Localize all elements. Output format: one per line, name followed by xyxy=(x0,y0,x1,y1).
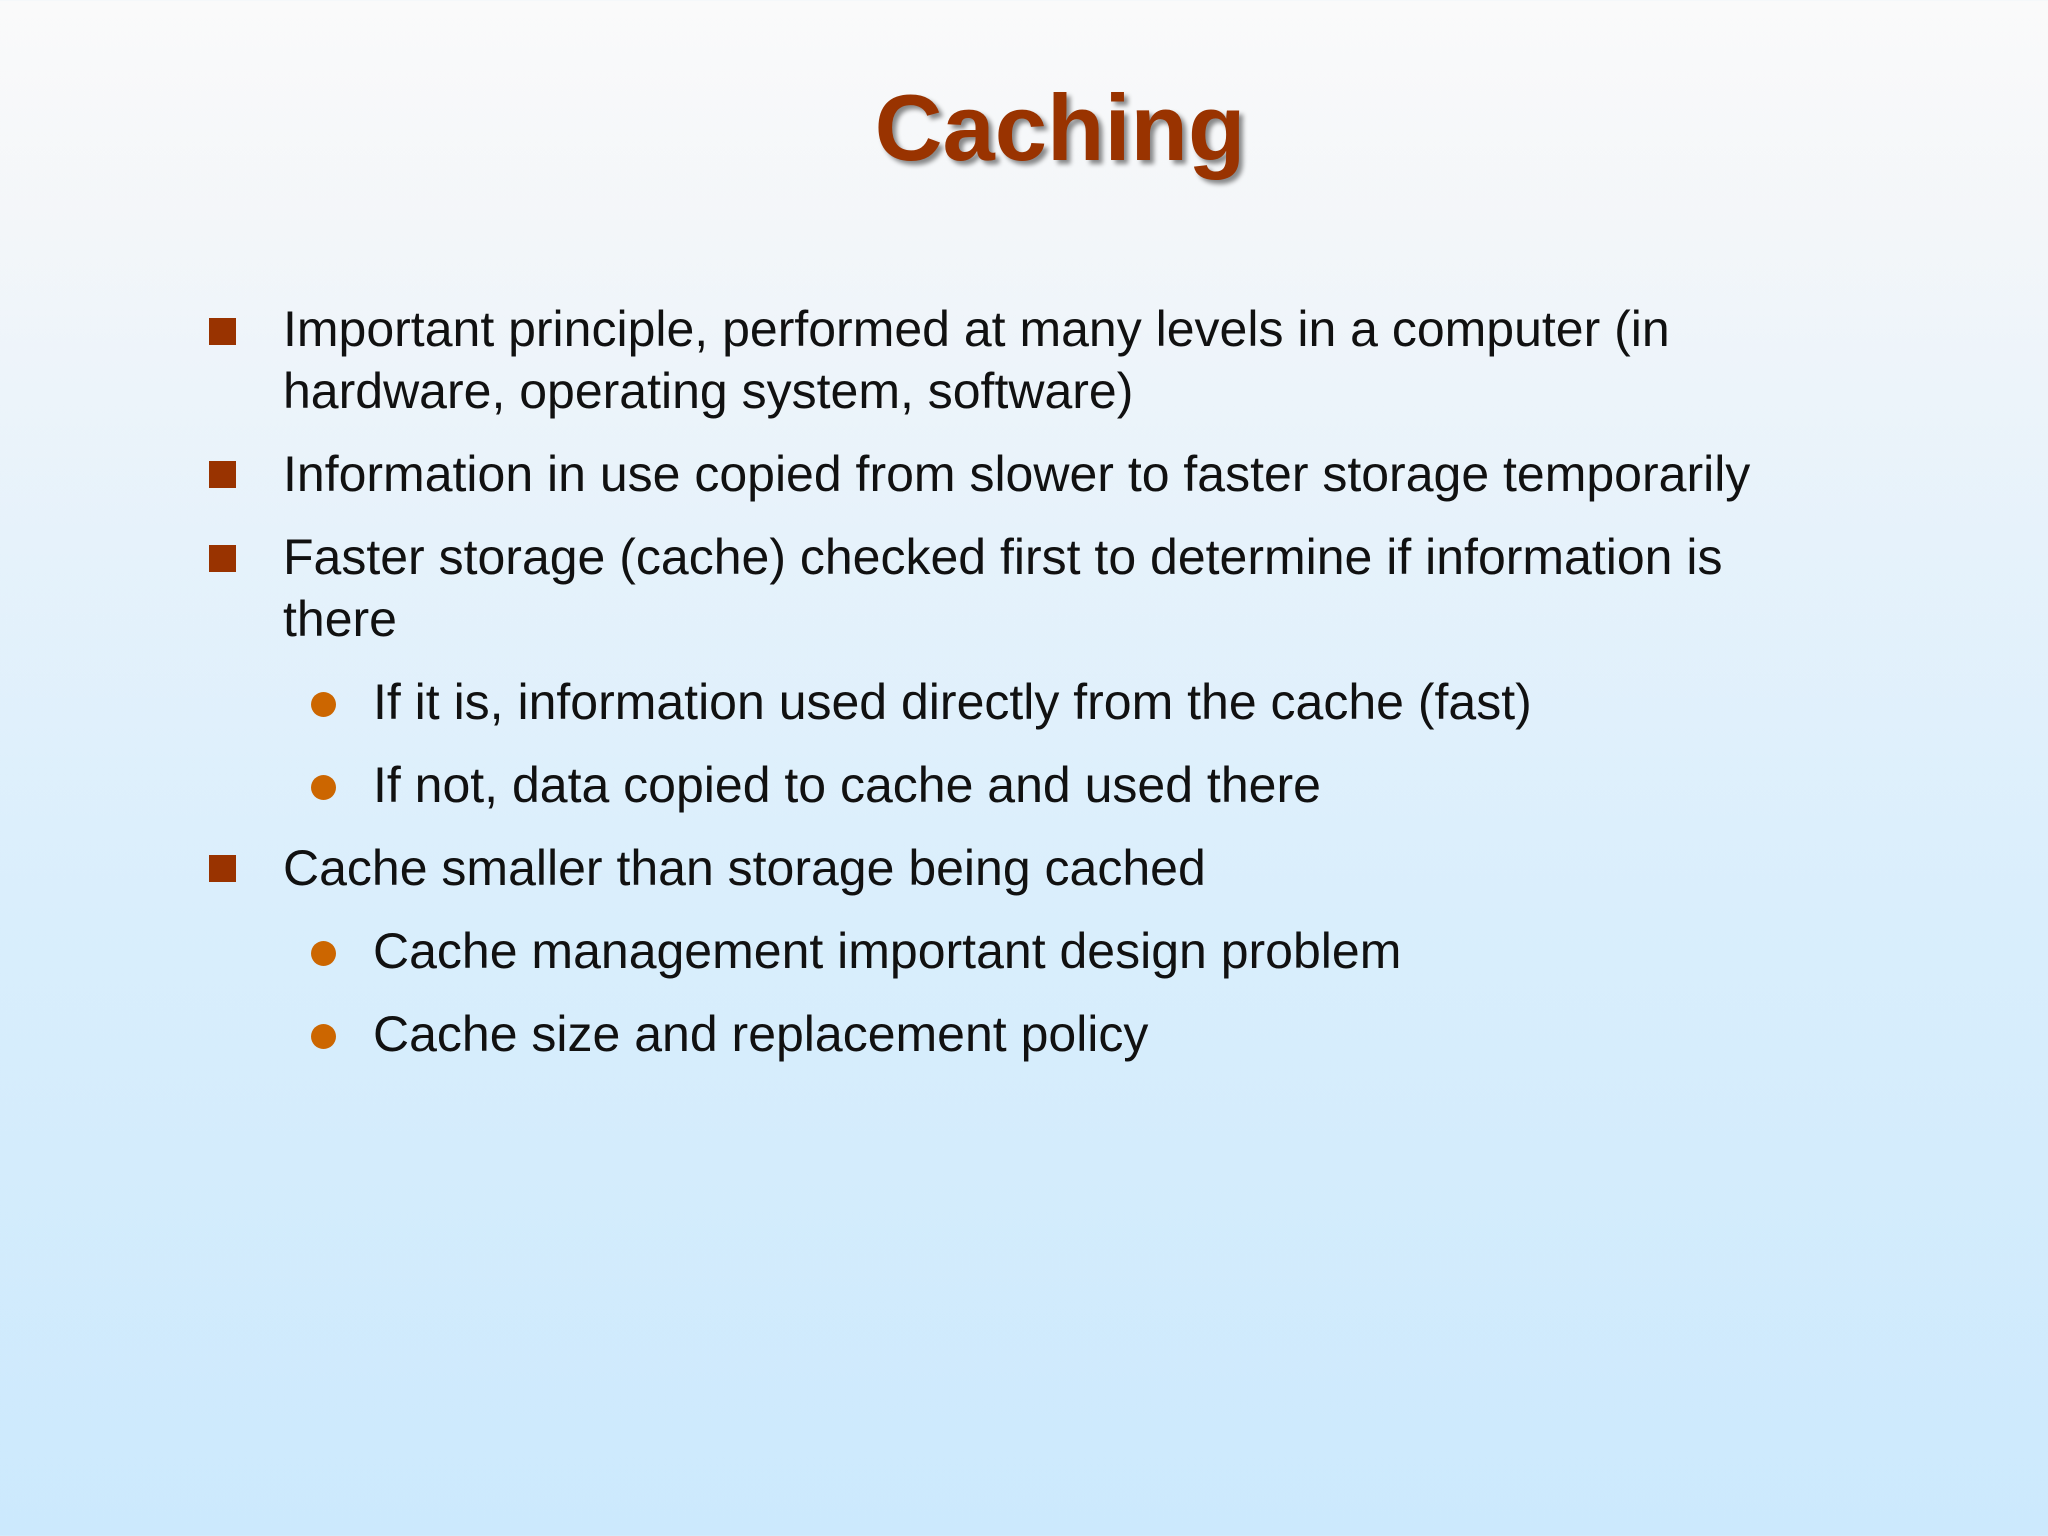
sub-bullet-item-text: Cache size and replacement policy xyxy=(373,1006,1149,1062)
square-bullet-icon xyxy=(209,545,236,572)
circle-bullet-icon xyxy=(311,775,336,800)
slide-title: Caching xyxy=(874,75,1246,180)
square-bullet-icon xyxy=(209,855,236,882)
bullet-item-text: Information in use copied from slower to faster storage temporarily xyxy=(283,446,1751,502)
bullet-item-text: Faster storage (cache) checked first to determine if information is there xyxy=(283,529,1723,647)
sub-bullet-item-text: If it is, information used directly from the cache (fast) xyxy=(373,674,1532,730)
square-bullet-icon xyxy=(209,318,236,345)
circle-bullet-icon xyxy=(311,692,336,717)
bullet-item-text: Important principle, performed at many levels in a computer (in hardware, operating system, software) xyxy=(283,301,1670,419)
bullet-item-text: Cache smaller than storage being cached xyxy=(283,840,1206,896)
circle-bullet-icon xyxy=(311,941,336,966)
sub-bullet-item-text: Cache management important design problem xyxy=(373,923,1402,979)
sub-bullet-item-text: If not, data copied to cache and used there xyxy=(373,757,1321,813)
square-bullet-icon xyxy=(209,461,236,488)
circle-bullet-icon xyxy=(311,1024,336,1049)
